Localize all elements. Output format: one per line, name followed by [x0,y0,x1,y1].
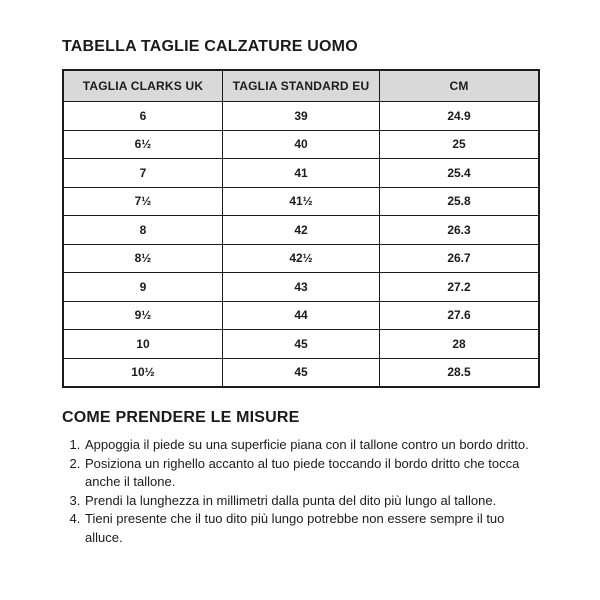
table-cell: 25 [380,130,539,159]
table-row [63,358,539,387]
instruction-item: 1. Appoggia il piede su una superficie piana con il tallone contro un bordo dritto. [84,436,540,455]
table-cell: 10 [63,330,222,359]
table-cell: 9 [63,273,222,302]
table-cell: 25.8 [380,187,539,216]
table-cell: 6 [63,102,222,131]
table-cell: 24.9 [380,102,539,131]
table-cell: 8 [63,216,222,245]
table-row [63,330,539,359]
size-table-header [63,70,539,102]
table-cell: 43 [222,273,379,302]
table-cell: 6½ [63,130,222,159]
instruction-item: 4. Tieni presente che il tuo dito più lungo potrebbe non essere sempre il tuo alluce. [84,510,540,547]
instruction-item: 3. Prendi la lunghezza in millimetri dalla punta del dito più lungo al tallone. [84,492,540,511]
size-table [62,69,540,388]
table-row [63,216,539,245]
table-row [63,159,539,188]
column-header-uk: TAGLIA CLARKS UK [63,70,222,102]
size-table-title: TABELLA TAGLIE CALZATURE UOMO [62,38,358,55]
table-cell: 7 [63,159,222,188]
column-header-eu: TAGLIA STANDARD EU [222,70,379,102]
table-cell: 7½ [63,187,222,216]
table-row [63,130,539,159]
table-cell: 42½ [222,244,379,273]
measure-instructions-list [62,436,540,547]
table-cell: 41½ [222,187,379,216]
table-cell: 27.6 [380,301,539,330]
table-cell: 10½ [63,358,222,387]
table-header-row [63,70,539,102]
table-cell: 41 [222,159,379,188]
table-cell: 9½ [63,301,222,330]
instruction-item: 2. Posiziona un righello accanto al tuo piede toccando il bordo dritto che tocca anche il tallone. [84,455,540,492]
table-row [63,301,539,330]
table-cell: 8½ [63,244,222,273]
table-cell: 40 [222,130,379,159]
size-table-body [63,102,539,388]
table-cell: 26.7 [380,244,539,273]
table-cell: 44 [222,301,379,330]
table-row [63,273,539,302]
table-cell: 28.5 [380,358,539,387]
table-row [63,102,539,131]
table-cell: 39 [222,102,379,131]
table-cell: 45 [222,358,379,387]
table-cell: 28 [380,330,539,359]
table-row [63,244,539,273]
table-cell: 45 [222,330,379,359]
table-cell: 25.4 [380,159,539,188]
table-cell: 26.3 [380,216,539,245]
table-row [63,187,539,216]
table-cell: 42 [222,216,379,245]
table-cell: 27.2 [380,273,539,302]
measure-section-title: COME PRENDERE LE MISURE [62,409,300,426]
column-header-cm: CM [380,70,539,102]
